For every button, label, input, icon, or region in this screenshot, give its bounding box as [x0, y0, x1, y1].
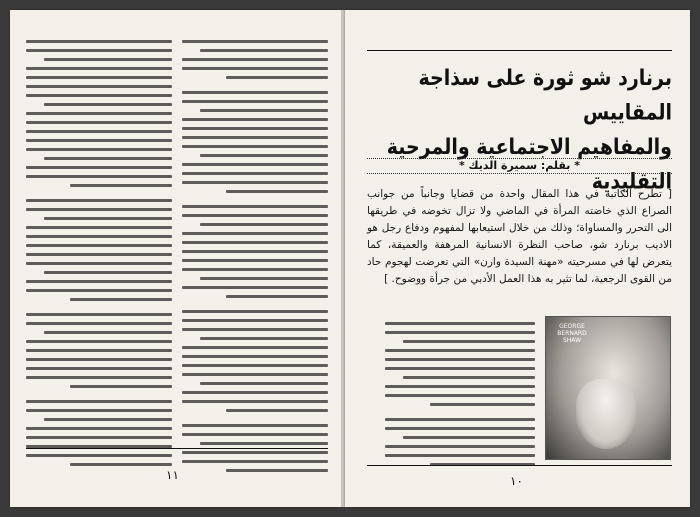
right-page	[345, 10, 690, 507]
bernard-shaw-photo	[545, 316, 671, 460]
title-top-rule	[367, 50, 672, 51]
left-page-number: ١١	[166, 468, 179, 482]
left-page-footer-rule	[26, 448, 328, 449]
left-page-column-left	[26, 40, 172, 472]
article-byline: * بقلم: سميرة الديك *	[367, 158, 672, 174]
right-page-number: ١٠	[510, 474, 523, 488]
article-title-line-2: والمفاهيم الاجتماعية والمرحية التقليدية	[386, 134, 672, 195]
left-page-column-right	[182, 40, 328, 478]
article-title	[367, 61, 672, 199]
left-page	[10, 10, 341, 507]
photo-label: GEORGE BERNARD SHAW	[557, 323, 587, 344]
right-page-footer-rule	[367, 465, 672, 466]
portrait-figure	[576, 379, 636, 449]
article-title-line-1: برنارد شو ثورة على سذاجة المقاييس	[418, 65, 672, 126]
photo-caption-column	[385, 322, 535, 472]
article-intro: [ تطرح الكاتبة في هذا المقال واحدة من قضايا وجانباً من جوانب الصراع الذي خاضته المرأة في الماضي ولا تزال تخوضه في طريقها الى التحرر والمساواة؛ وذلك من خلال استيعابها لمفهوم ودفاع رجل هو الاديب برنارد شو، صاحب النظرة الانسانية المرهفة والعميقة، كما يتعرض لها في مسرحيته «مهنة السيدة وارن» التي تعرضت لهجوم حاد من القوى الرجعية، لما تثير به هذا العمل الأدبي من جرأة ووضوح. ]	[367, 188, 672, 285]
